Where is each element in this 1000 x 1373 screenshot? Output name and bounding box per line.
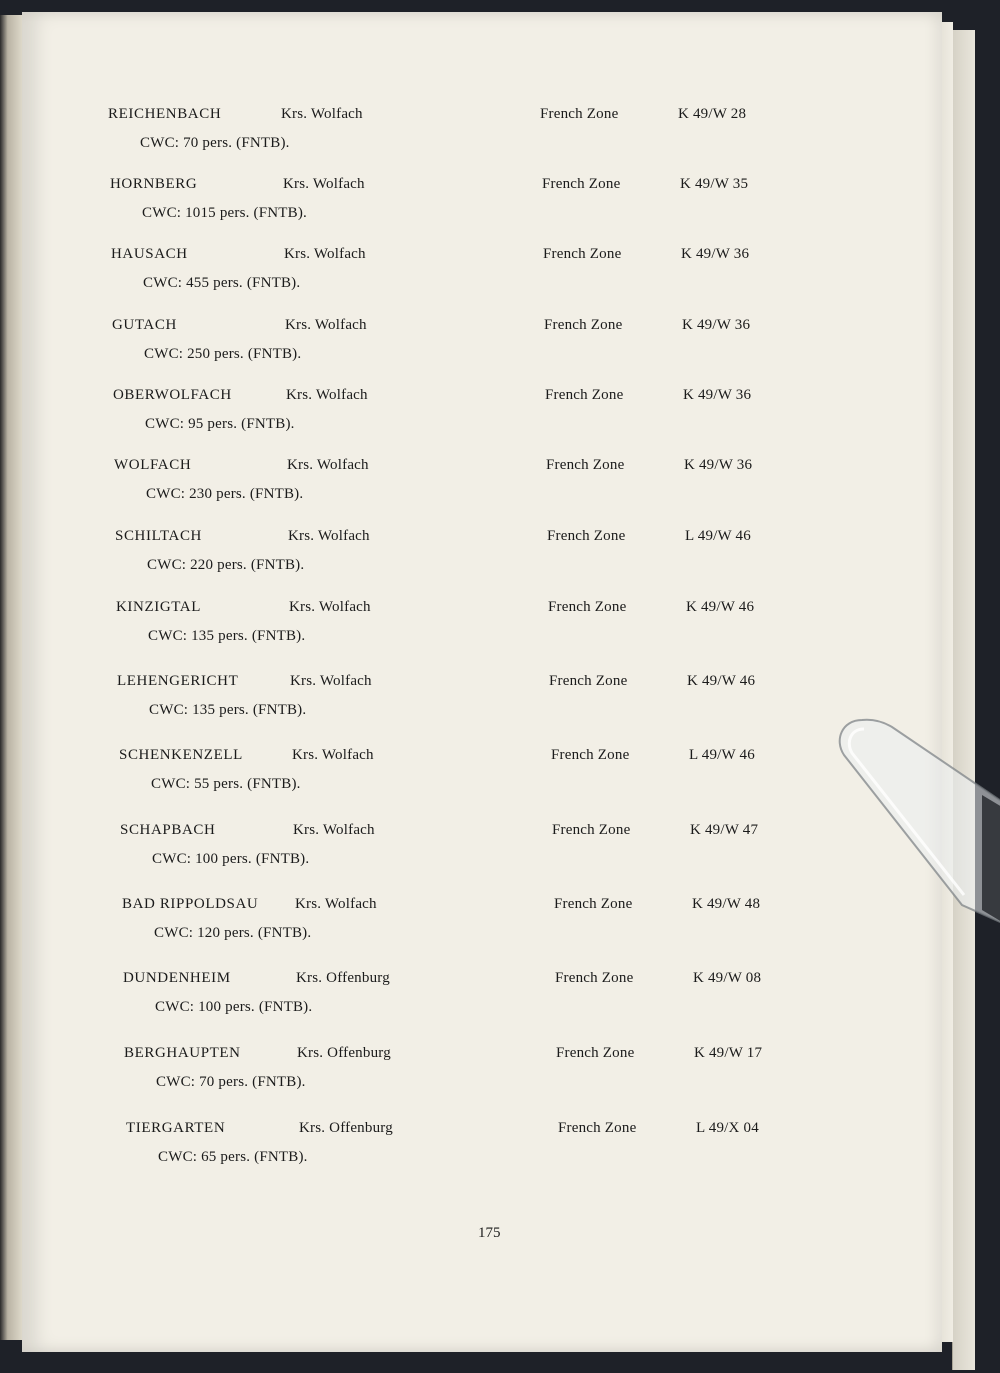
map-reference: K 49/W 48 [692,896,761,912]
zone: French Zone [545,387,624,403]
place-name: BAD RIPPOLDSAU [122,896,259,912]
district: Krs. Wolfach [290,673,372,689]
cwc-note: CWC: 65 pers. (FNTB). [158,1149,308,1165]
map-reference: K 49/W 36 [684,457,753,473]
cwc-note: CWC: 55 pers. (FNTB). [151,776,301,792]
district: Krs. Wolfach [283,176,365,192]
zone: French Zone [540,106,619,122]
zone: French Zone [546,457,625,473]
zone: French Zone [554,896,633,912]
cwc-note: CWC: 70 pers. (FNTB). [156,1074,306,1090]
page-stack-edge [952,30,975,1370]
district: Krs. Offenburg [296,970,390,986]
place-name: REICHENBACH [108,106,222,122]
zone: French Zone [556,1045,635,1061]
zone: French Zone [544,317,623,333]
place-name: SCHAPBACH [120,822,216,838]
place-name: SCHENKENZELL [119,747,243,763]
previous-page-edge [0,15,22,1340]
zone: French Zone [549,673,628,689]
map-reference: K 49/W 08 [693,970,762,986]
cwc-note: CWC: 135 pers. (FNTB). [148,628,306,644]
cwc-note: CWC: 95 pers. (FNTB). [145,416,295,432]
cwc-note: CWC: 250 pers. (FNTB). [144,346,302,362]
map-reference: K 49/W 36 [682,317,751,333]
place-name: BERGHAUPTEN [124,1045,241,1061]
district: Krs. Wolfach [293,822,375,838]
map-reference: K 49/W 36 [683,387,752,403]
map-reference: K 49/W 36 [681,246,750,262]
zone: French Zone [548,599,627,615]
zone: French Zone [542,176,621,192]
cwc-note: CWC: 1015 pers. (FNTB). [142,205,308,221]
place-name: HORNBERG [110,176,198,192]
district: Krs. Wolfach [289,599,371,615]
place-name: HAUSACH [111,246,188,262]
zone: French Zone [547,528,626,544]
district: Krs. Wolfach [281,106,363,122]
zone: French Zone [555,970,634,986]
district: Krs. Wolfach [284,246,366,262]
map-reference: L 49/X 04 [696,1120,759,1136]
zone: French Zone [558,1120,637,1136]
cwc-note: CWC: 135 pers. (FNTB). [149,702,307,718]
place-name: SCHILTACH [115,528,202,544]
place-name: OBERWOLFACH [113,387,232,403]
zone: French Zone [551,747,630,763]
district: Krs. Offenburg [297,1045,391,1061]
map-reference: K 49/W 46 [686,599,755,615]
district: Krs. Wolfach [295,896,377,912]
place-name: TIERGARTEN [126,1120,226,1136]
cwc-note: CWC: 230 pers. (FNTB). [146,486,304,502]
district: Krs. Wolfach [292,747,374,763]
map-reference: K 49/W 28 [678,106,747,122]
district: Krs. Wolfach [287,457,369,473]
district: Krs. Wolfach [286,387,368,403]
map-reference: K 49/W 46 [687,673,756,689]
page-number: 175 [478,1225,501,1241]
map-reference: L 49/W 46 [685,528,751,544]
map-reference: L 49/W 46 [689,747,755,763]
map-reference: K 49/W 47 [690,822,759,838]
zone: French Zone [552,822,631,838]
place-name: KINZIGTAL [116,599,202,615]
place-name: GUTACH [112,317,177,333]
cwc-note: CWC: 220 pers. (FNTB). [147,557,305,573]
cwc-note: CWC: 455 pers. (FNTB). [143,275,301,291]
district: Krs. Offenburg [299,1120,393,1136]
place-name: DUNDENHEIM [123,970,231,986]
map-reference: K 49/W 35 [680,176,749,192]
district: Krs. Wolfach [285,317,367,333]
map-reference: K 49/W 17 [694,1045,763,1061]
place-name: WOLFACH [114,457,192,473]
cwc-note: CWC: 120 pers. (FNTB). [154,925,312,941]
cwc-note: CWC: 100 pers. (FNTB). [152,851,310,867]
plastic-clip-image [832,715,1000,945]
place-name: LEHENGERICHT [117,673,239,689]
district: Krs. Wolfach [288,528,370,544]
cwc-note: CWC: 70 pers. (FNTB). [140,135,290,151]
cwc-note: CWC: 100 pers. (FNTB). [155,999,313,1015]
zone: French Zone [543,246,622,262]
